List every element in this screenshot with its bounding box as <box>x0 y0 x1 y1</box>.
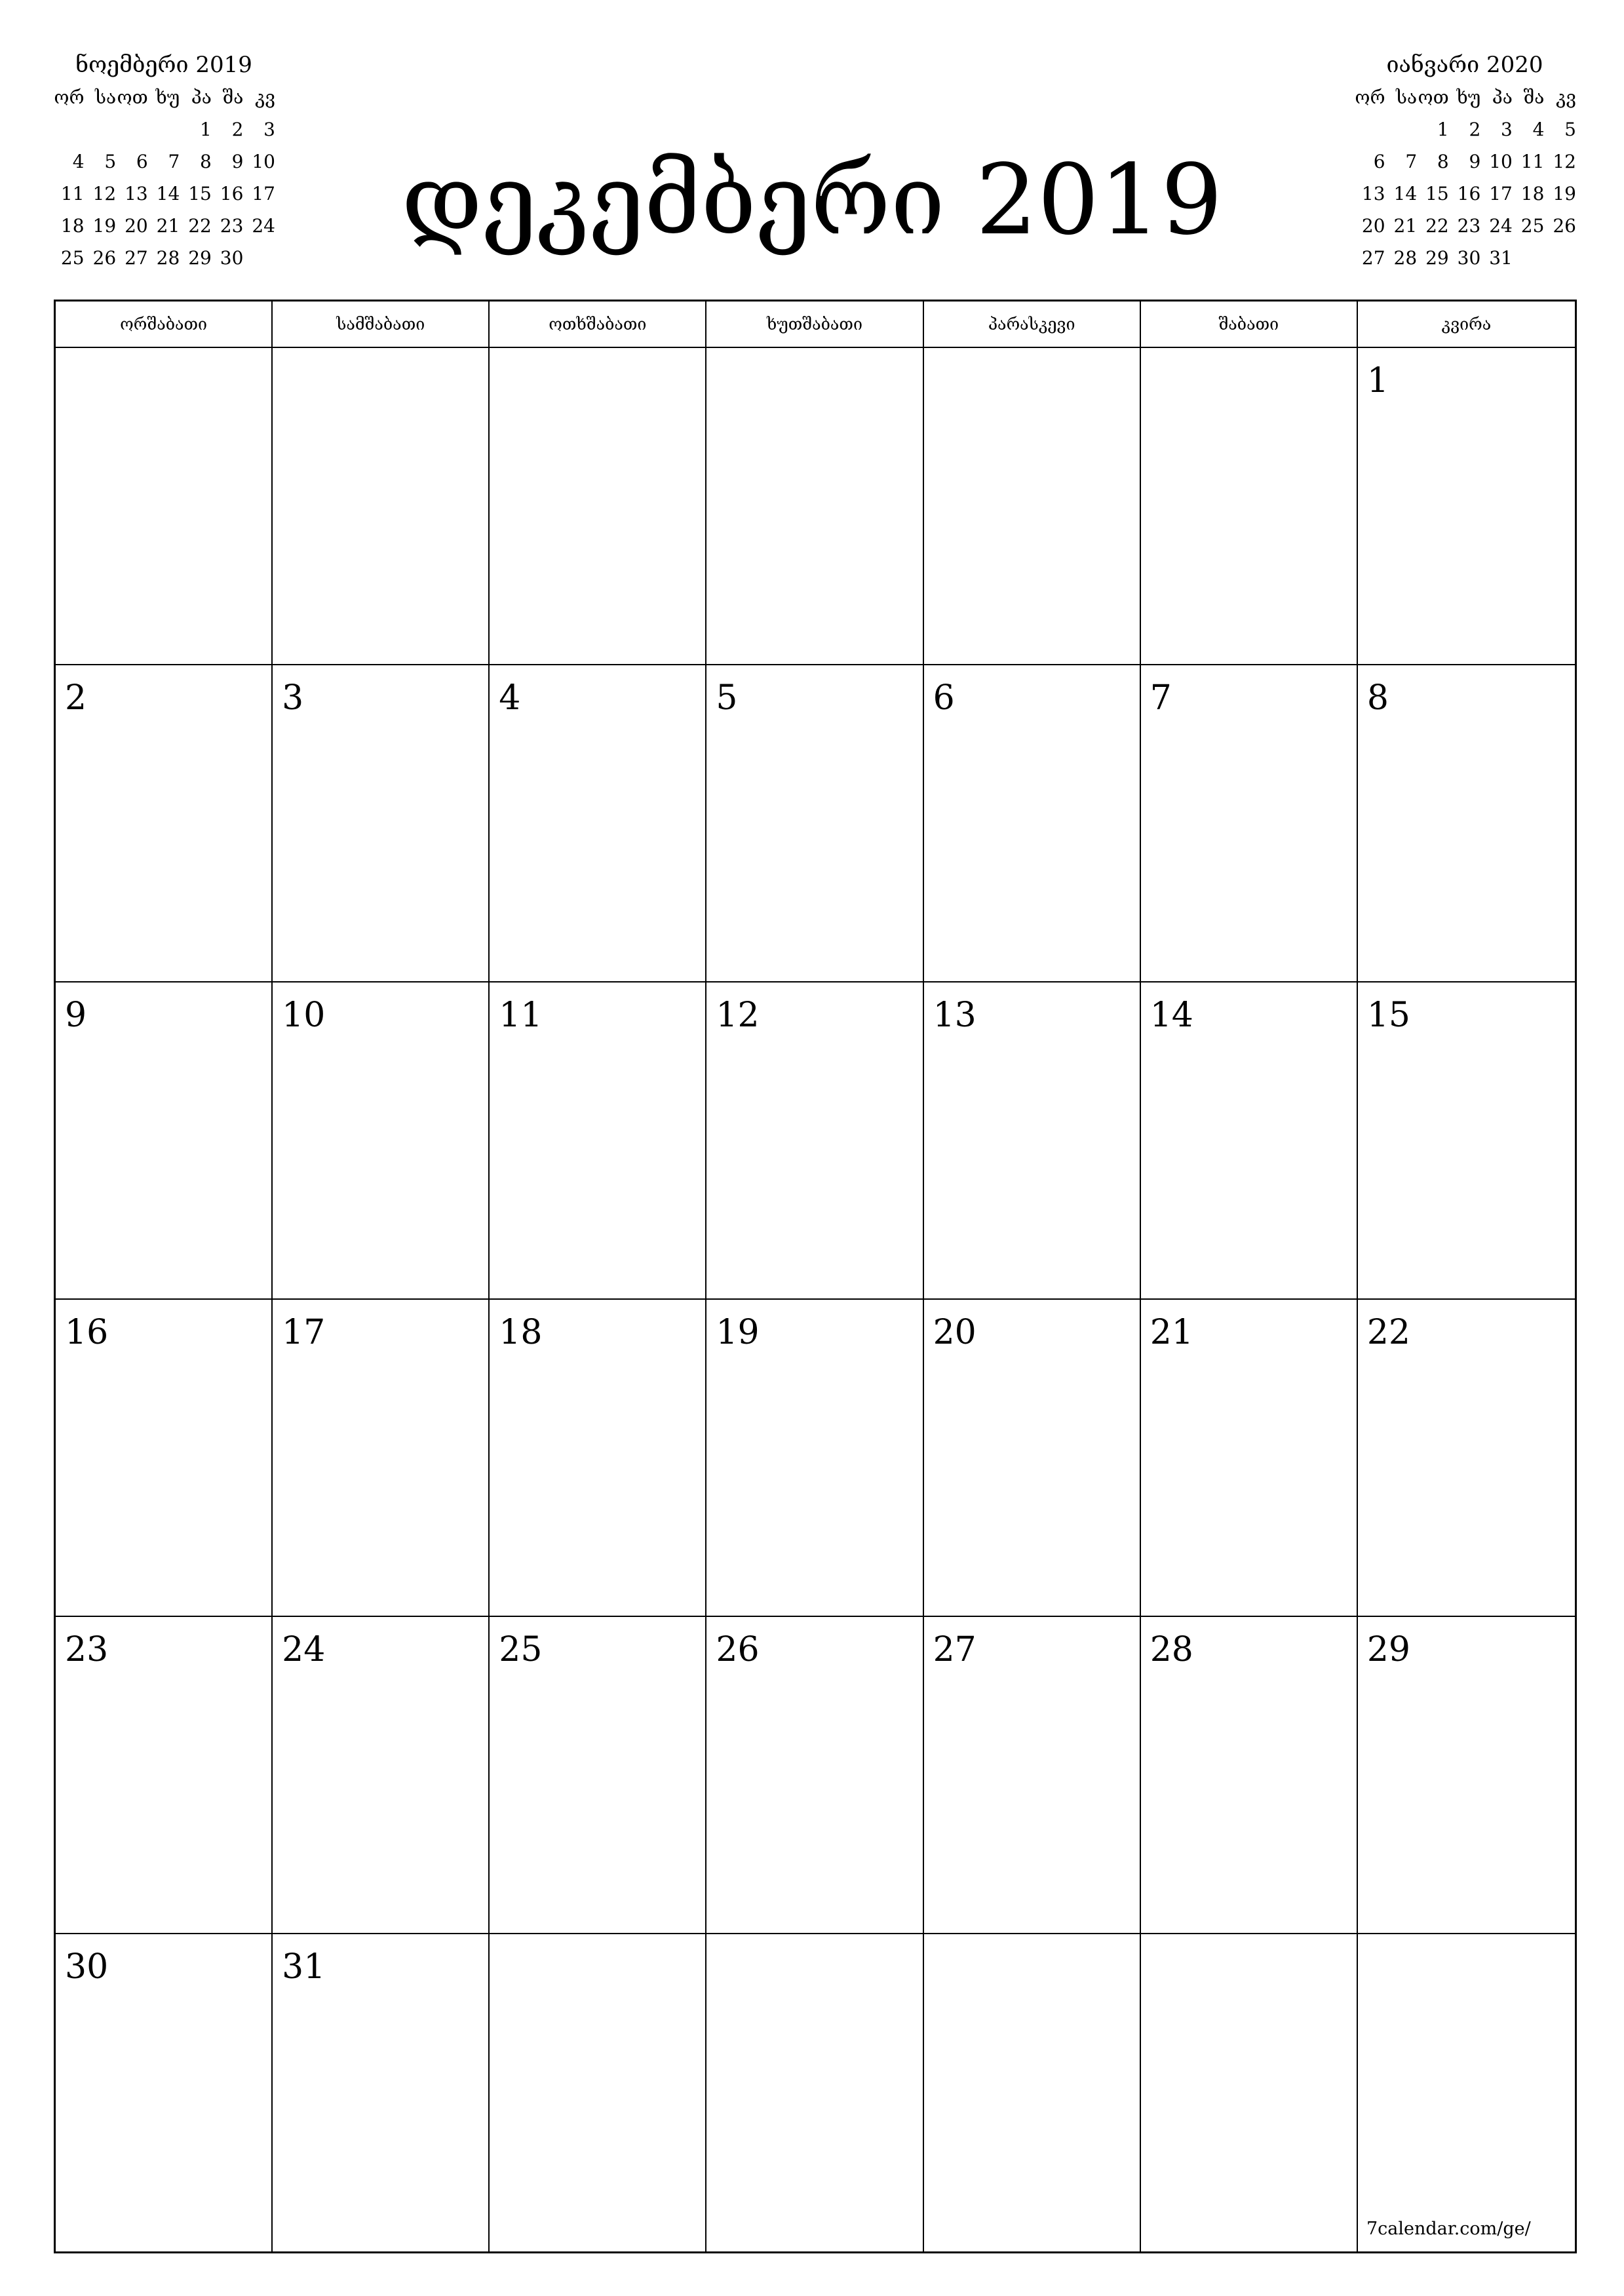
day-number: 25 <box>499 1630 543 1669</box>
mini-day: 17 <box>1489 183 1513 204</box>
mini-day: 17 <box>252 183 275 204</box>
day-cell <box>490 1617 706 1934</box>
mini-day: 9 <box>1469 151 1481 172</box>
day-cell <box>1141 1617 1358 1934</box>
mini-day: 15 <box>188 183 212 204</box>
mini-day: 26 <box>92 247 117 269</box>
day-number: 8 <box>1366 678 1389 718</box>
mini-day: 21 <box>1393 215 1418 237</box>
mini-day <box>85 113 117 146</box>
day-cell <box>924 1934 1141 2251</box>
day-cell <box>490 1300 706 1617</box>
day-cell <box>490 665 706 983</box>
mini-day: 10 <box>252 151 275 172</box>
day-number: 15 <box>1366 996 1411 1035</box>
mini-day: 19 <box>92 215 117 237</box>
day-number: 7 <box>1150 678 1172 718</box>
mini-weekday: შა <box>1523 87 1545 108</box>
weekday-header: კვირა <box>1358 302 1575 348</box>
mini-day: 21 <box>156 215 180 237</box>
day-number: 30 <box>65 1947 109 1987</box>
day-cell <box>273 348 490 665</box>
prev-month-mini-calendar <box>52 49 275 274</box>
mini-weekday: ოთ <box>1418 87 1449 108</box>
mini-day: 12 <box>92 183 117 204</box>
mini-day <box>1513 242 1545 274</box>
mini-day: 7 <box>1405 151 1418 172</box>
mini-day: 13 <box>1361 183 1385 204</box>
mini-day: 1 <box>1437 119 1449 140</box>
mini-day: 3 <box>1501 119 1513 140</box>
day-cell <box>273 983 490 1300</box>
prev-month-title: ნოემბერი 2019 <box>75 52 252 78</box>
mini-weekday: ხუ <box>1456 87 1481 108</box>
mini-day <box>1353 113 1385 146</box>
mini-day: 24 <box>1489 215 1513 237</box>
day-cell <box>706 1934 923 2251</box>
day-number: 10 <box>282 996 326 1035</box>
day-cell <box>706 348 923 665</box>
mini-day: 20 <box>125 215 148 237</box>
mini-day: 22 <box>1425 215 1449 237</box>
mini-day: 31 <box>1489 247 1513 269</box>
day-cell <box>1358 983 1575 1300</box>
day-number: 24 <box>282 1630 326 1669</box>
weekday-header: სამშაბათი <box>273 302 490 348</box>
day-cell <box>706 665 923 983</box>
mini-day: 18 <box>60 215 85 237</box>
mini-day: 28 <box>156 247 180 269</box>
mini-day: 19 <box>1553 183 1576 204</box>
day-cell <box>490 983 706 1300</box>
mini-day: 4 <box>1532 119 1545 140</box>
mini-day: 13 <box>125 183 148 204</box>
day-number: 19 <box>716 1313 760 1352</box>
mini-day: 14 <box>1393 183 1418 204</box>
day-number: 17 <box>282 1313 326 1352</box>
day-number: 28 <box>1150 1630 1193 1669</box>
mini-day: 27 <box>125 247 148 269</box>
mini-day: 16 <box>1457 183 1481 204</box>
day-number: 26 <box>716 1630 760 1669</box>
mini-day: 11 <box>1520 151 1545 172</box>
day-cell <box>1358 1300 1575 1617</box>
mini-day: 3 <box>263 119 275 140</box>
day-cell <box>273 1617 490 1934</box>
mini-day: 27 <box>1361 247 1385 269</box>
day-cell <box>924 1617 1141 1934</box>
day-number: 5 <box>716 678 738 718</box>
mini-day: 16 <box>220 183 244 204</box>
mini-weekday: ორ <box>1355 87 1385 108</box>
next-month-mini-calendar <box>1353 49 1576 274</box>
day-number: 12 <box>716 996 760 1035</box>
mini-day: 1 <box>200 119 212 140</box>
day-cell <box>273 1300 490 1617</box>
mini-day: 29 <box>188 247 212 269</box>
mini-day: 24 <box>252 215 275 237</box>
mini-day: 14 <box>156 183 180 204</box>
day-number: 4 <box>499 678 521 718</box>
day-cell <box>273 1934 490 2251</box>
day-cell <box>1358 1934 1575 2251</box>
day-cell <box>1141 665 1358 983</box>
mini-day: 10 <box>1489 151 1513 172</box>
mini-day: 5 <box>104 151 117 172</box>
mini-day: 6 <box>1373 151 1385 172</box>
day-cell <box>924 665 1141 983</box>
day-cell <box>924 348 1141 665</box>
day-number: 22 <box>1366 1313 1411 1352</box>
mini-day: 26 <box>1553 215 1576 237</box>
mini-day: 15 <box>1425 183 1449 204</box>
mini-day <box>148 113 180 146</box>
mini-day <box>1544 242 1576 274</box>
website-watermark[interactable]: 7calendar.com/ge/ <box>1366 2219 1531 2239</box>
prev-month-grid <box>52 81 275 274</box>
day-cell <box>56 1617 273 1934</box>
mini-day: 7 <box>168 151 180 172</box>
next-month-title: იანვარი 2020 <box>1386 52 1543 78</box>
day-number: 27 <box>933 1630 976 1669</box>
mini-day: 8 <box>1437 151 1449 172</box>
day-cell <box>924 1300 1141 1617</box>
day-cell <box>490 1934 706 2251</box>
mini-day <box>116 113 148 146</box>
day-number: 18 <box>499 1313 543 1352</box>
mini-day: 12 <box>1553 151 1576 172</box>
day-number: 11 <box>499 996 543 1035</box>
mini-day: 2 <box>1469 119 1481 140</box>
mini-weekday: პა <box>191 87 212 108</box>
day-number: 2 <box>65 678 87 718</box>
mini-weekday: ოთ <box>117 87 148 108</box>
weekday-header: ოთხშაბათი <box>490 302 706 348</box>
mini-weekday: კვ <box>1556 87 1576 108</box>
mini-day: 23 <box>220 215 244 237</box>
mini-weekday: ორ <box>54 87 85 108</box>
mini-day: 25 <box>1520 215 1545 237</box>
mini-day: 22 <box>188 215 212 237</box>
day-cell <box>706 1617 923 1934</box>
day-cell <box>56 1934 273 2251</box>
day-number: 13 <box>933 996 976 1035</box>
mini-day: 30 <box>220 247 244 269</box>
day-cell <box>706 983 923 1300</box>
day-cell <box>273 665 490 983</box>
mini-day: 11 <box>60 183 85 204</box>
day-cell <box>56 348 273 665</box>
mini-day: 20 <box>1361 215 1385 237</box>
day-number: 3 <box>282 678 304 718</box>
mini-day: 8 <box>200 151 212 172</box>
day-number: 21 <box>1150 1313 1193 1352</box>
day-number: 16 <box>65 1313 109 1352</box>
day-number: 9 <box>65 996 87 1035</box>
day-cell <box>1141 983 1358 1300</box>
day-cell <box>1358 665 1575 983</box>
day-number: 20 <box>933 1313 976 1352</box>
mini-weekday: კვ <box>255 87 275 108</box>
mini-day: 2 <box>231 119 244 140</box>
month-title: დეკემბერი 2019 <box>401 144 1223 256</box>
day-cell <box>1141 1300 1358 1617</box>
day-number: 23 <box>65 1630 109 1669</box>
day-cell <box>1141 1934 1358 2251</box>
mini-day: 6 <box>136 151 148 172</box>
mini-day <box>52 113 85 146</box>
weekday-header: შაბათი <box>1141 302 1358 348</box>
mini-day: 28 <box>1393 247 1418 269</box>
mini-day: 9 <box>231 151 244 172</box>
day-number: 31 <box>282 1947 326 1987</box>
mini-day <box>243 242 275 274</box>
day-cell <box>56 1300 273 1617</box>
day-number: 6 <box>933 678 955 718</box>
weekday-header: ხუთშაბათი <box>706 302 923 348</box>
mini-weekday: შა <box>222 87 244 108</box>
day-cell <box>1358 1617 1575 1934</box>
mini-day: 4 <box>72 151 85 172</box>
mini-day: 29 <box>1425 247 1449 269</box>
next-month-grid <box>1353 81 1576 274</box>
weekday-header: ორშაბათი <box>56 302 273 348</box>
day-cell <box>1141 348 1358 665</box>
mini-day <box>1385 113 1418 146</box>
mini-weekday: პა <box>1492 87 1513 108</box>
day-cell <box>924 983 1141 1300</box>
mini-day: 18 <box>1520 183 1545 204</box>
mini-weekday: სა <box>95 87 117 108</box>
day-cell <box>56 665 273 983</box>
mini-day: 5 <box>1564 119 1576 140</box>
month-grid <box>54 300 1577 2253</box>
weekday-header: პარასკევი <box>924 302 1141 348</box>
mini-day: 23 <box>1457 215 1481 237</box>
mini-day: 25 <box>60 247 85 269</box>
day-number: 1 <box>1366 361 1389 400</box>
mini-weekday: ხუ <box>155 87 180 108</box>
mini-day: 30 <box>1457 247 1481 269</box>
day-cell <box>706 1300 923 1617</box>
day-number: 14 <box>1150 996 1193 1035</box>
day-cell <box>1358 348 1575 665</box>
mini-weekday: სა <box>1396 87 1418 108</box>
day-number: 29 <box>1366 1630 1411 1669</box>
day-cell <box>56 983 273 1300</box>
day-cell <box>490 348 706 665</box>
